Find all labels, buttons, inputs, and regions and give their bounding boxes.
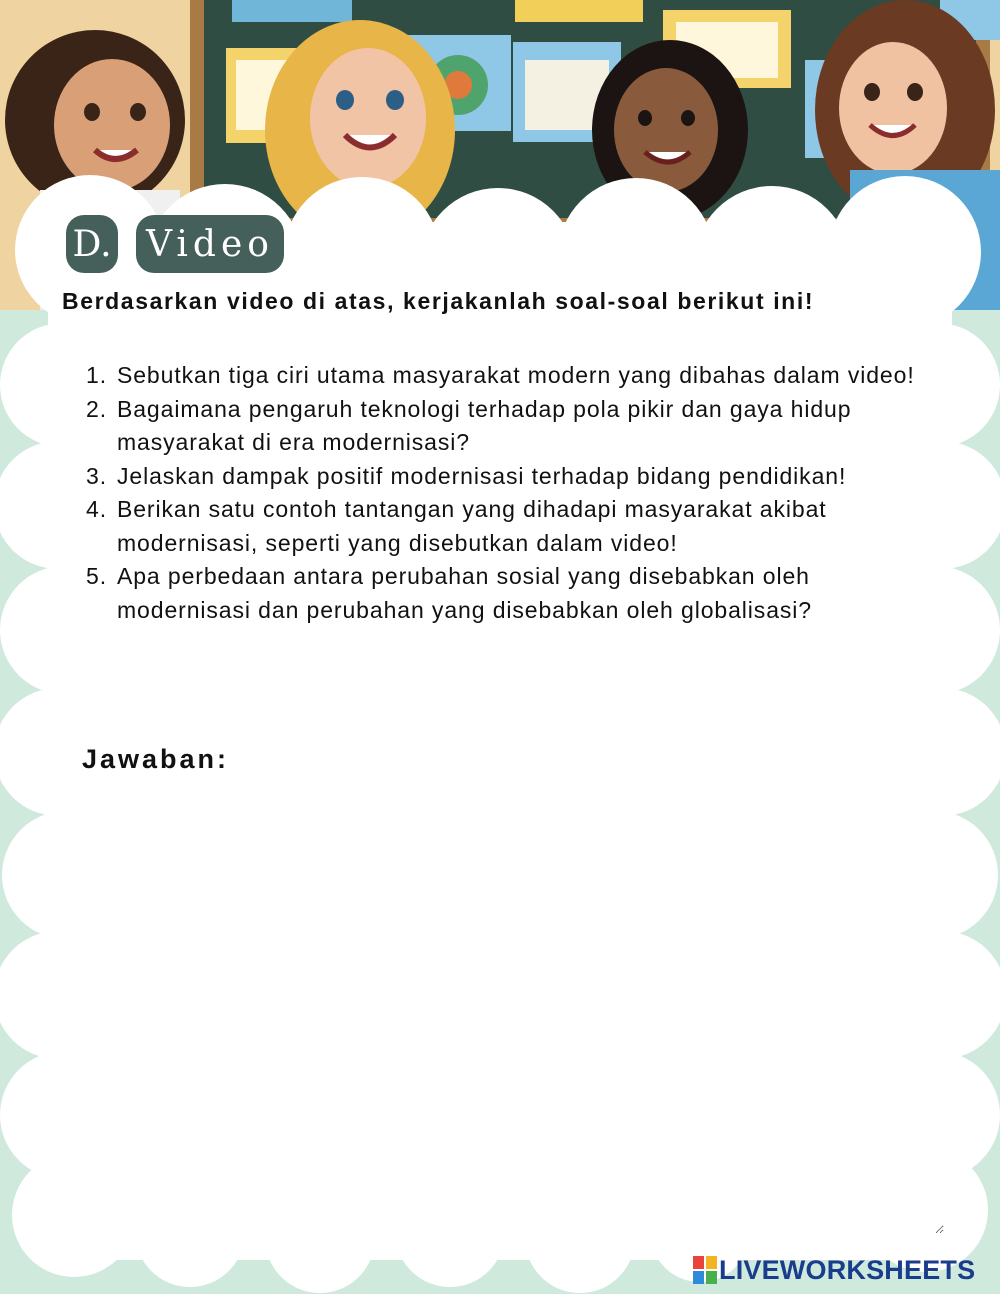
question-item	[86, 359, 946, 393]
question-number: 3.	[86, 462, 107, 489]
question-text: Apa perbedaan antara perubahan sosial yang disebabkan oleh modernisasi dan perubahan yang disebabkan oleh globalisasi?	[117, 563, 812, 623]
question-item	[86, 460, 946, 494]
question-item	[86, 393, 946, 460]
answer-label: Jawaban:	[82, 744, 230, 774]
question-number: 5.	[86, 563, 107, 589]
question-number: 4.	[86, 496, 107, 522]
section-letter-badge: D.	[66, 215, 118, 273]
instruction-text: Berdasarkan video di atas, kerjakanlah soal-soal berikut ini!	[62, 288, 815, 314]
question-list	[86, 359, 946, 627]
question-item	[86, 560, 946, 627]
question-text: Sebutkan tiga ciri utama masyarakat modern yang dibahas dalam video!	[117, 362, 915, 388]
question-item	[86, 493, 946, 560]
answer-input[interactable]	[70, 790, 944, 1234]
question-text: Jelaskan dampak positif modernisasi terhadap bidang pendidikan!	[117, 462, 847, 489]
question-text: Berikan satu contoh tantangan yang dihadapi masyarakat akibat modernisasi, seperti yang disebutkan dalam video!	[117, 496, 827, 556]
section-title-badge: Video	[136, 215, 284, 273]
question-number: 2.	[86, 395, 107, 422]
liveworksheets-logo-icon	[693, 1256, 717, 1284]
question-number: 1.	[86, 362, 107, 388]
liveworksheets-brand: LIVEWORKSHEETS	[719, 1254, 976, 1285]
question-text: Bagaimana pengaruh teknologi terhadap pola pikir dan gaya hidup masyarakat di era modernisasi?	[117, 395, 852, 455]
liveworksheets-logo	[693, 1253, 975, 1287]
